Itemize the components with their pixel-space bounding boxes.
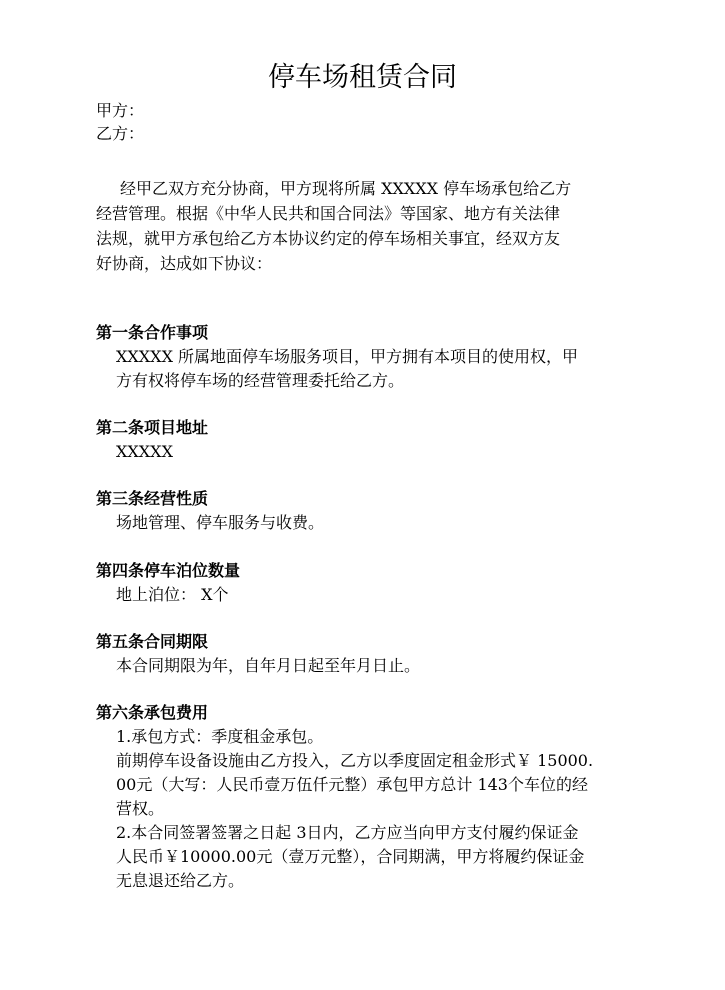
section-line: 1.承包方式：季度租金承包。: [116, 727, 324, 746]
intro-line: 好协商，达成如下协议：: [96, 254, 273, 273]
intro-paragraph: [96, 176, 636, 276]
section-line: 2.本合同签署签署之日起 3日内，乙方应当向甲方支付履约保证金: [116, 823, 579, 842]
section-parking-count: [96, 559, 636, 607]
intro-line: 经甲乙双方充分协商，甲方现将所属 XXXXX 停车场承包给乙方: [120, 179, 572, 198]
section-term: [96, 630, 636, 678]
intro-line: 法规，就甲方承包给乙方本协议约定的停车场相关事宜，经双方友: [96, 229, 561, 248]
section-line: XXXXX: [116, 442, 173, 461]
intro-line: 经营管理。根据《中华人民共和国合同法》等国家、地方有关法律: [96, 204, 561, 223]
section-heading: 第四条停车泊位数量: [96, 561, 241, 580]
section-line: 地上泊位： X个: [116, 585, 229, 604]
section-cooperation: [96, 321, 636, 393]
section-heading: 第三条经营性质: [96, 489, 209, 508]
section-heading: 第六条承包费用: [96, 703, 209, 722]
section-line: 场地管理、停车服务与收费。: [116, 513, 325, 532]
section-line: 方有权将停车场的经营管理委托给乙方。: [116, 371, 405, 390]
section-line: 人民币￥10000.00元（壹万元整），合同期满，甲方将履约保证金: [116, 847, 585, 866]
section-heading: 第二条项目地址: [96, 418, 209, 437]
section-line: 00元（大写：人民币壹万伍仟元整）承包甲方总计 143个车位的经: [116, 775, 588, 794]
section-line: XXXXX 所属地面停车场服务项目，甲方拥有本项目的使用权，甲: [116, 347, 579, 366]
section-heading: 第五条合同期限: [96, 632, 209, 651]
party-a-label: 甲方：: [96, 101, 145, 120]
section-address: [96, 416, 636, 464]
section-line: 无息退还给乙方。: [116, 871, 245, 890]
contract-title: 停车场租赁合同: [268, 62, 457, 93]
party-b-label: 乙方：: [96, 124, 145, 143]
section-heading: 第一条合作事项: [96, 323, 209, 342]
section-nature: [96, 487, 636, 535]
section-line: 本合同期限为年，自年月日起至年月日止。: [116, 656, 421, 675]
section-line: 营权。: [116, 799, 165, 818]
section-line: 前期停车设备设施由乙方投入，乙方以季度固定租金形式￥ 15000.: [116, 751, 594, 770]
section-fees: [96, 701, 636, 893]
